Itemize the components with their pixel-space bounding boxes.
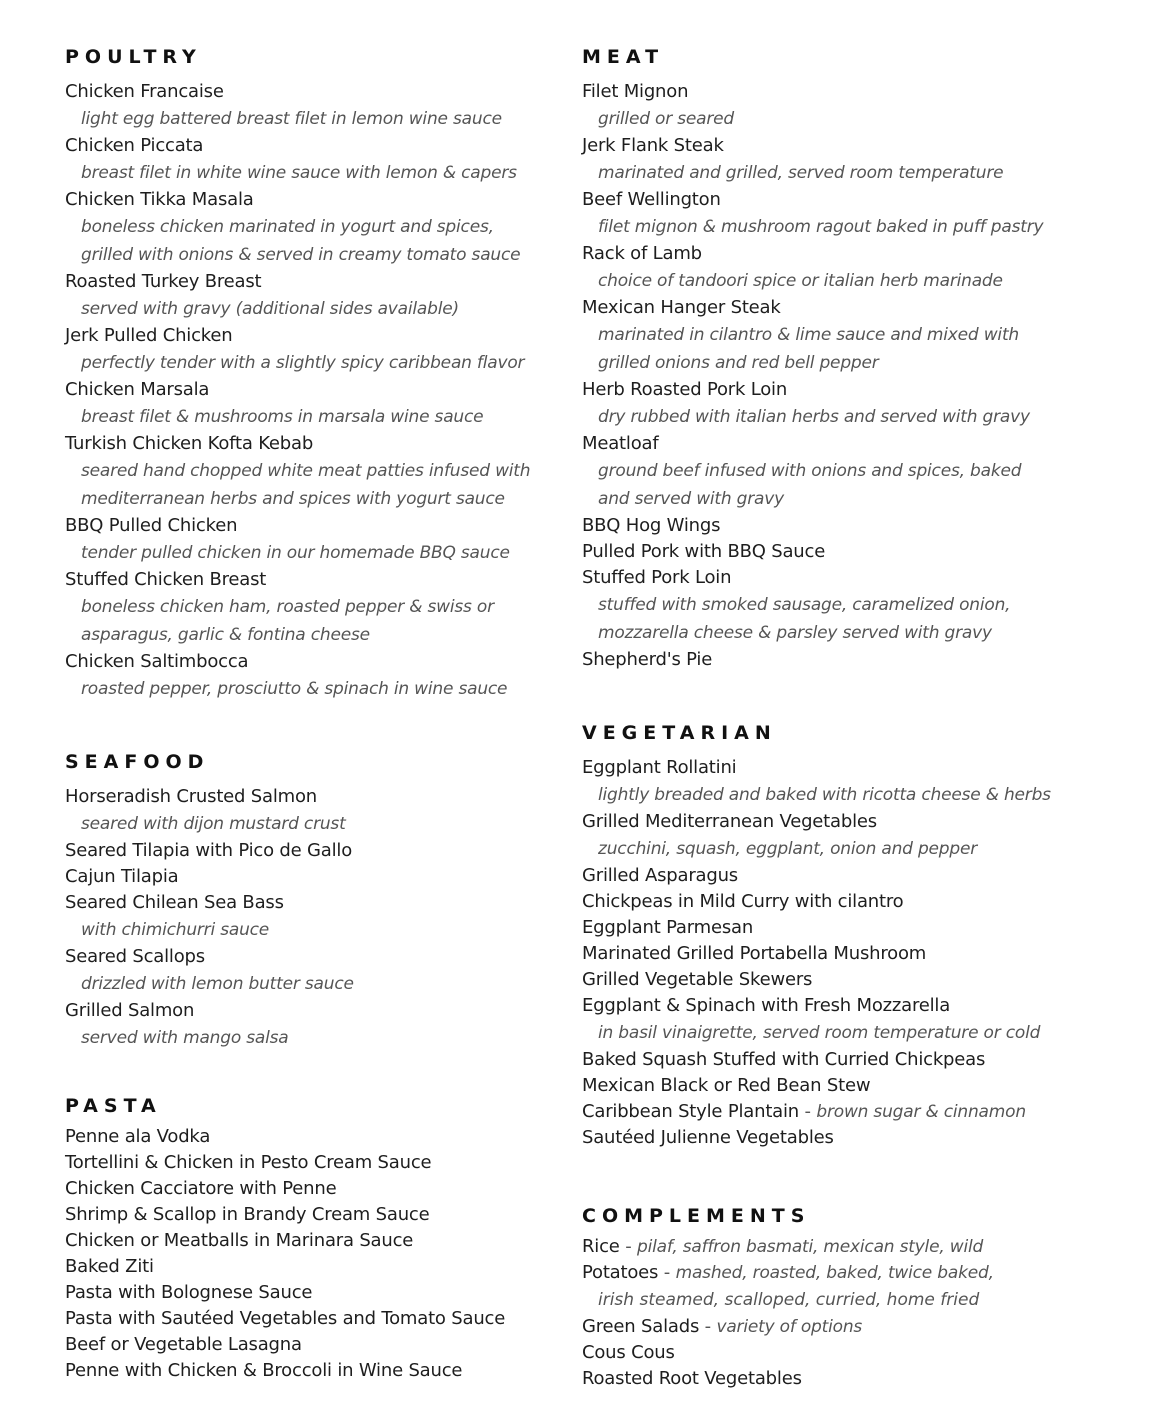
dish-description: breast filet & mushrooms in marsala wine sauce	[81, 407, 484, 427]
dish-description: lightly breaded and baked with ricotta cheese & herbs	[598, 785, 1051, 805]
dish-name: Grilled Salmon	[65, 1000, 195, 1021]
menu-item-name	[65, 1306, 555, 1332]
menu-item-name	[65, 1202, 555, 1228]
dish-name: Grilled Asparagus	[582, 865, 738, 886]
dish-description: roasted pepper, prosciutto & spinach in wine sauce	[81, 679, 508, 699]
dish-name: Stuffed Chicken Breast	[65, 569, 267, 590]
dish-name: Grilled Mediterranean Vegetables	[582, 811, 877, 832]
dish-name: BBQ Pulled Chicken	[65, 515, 238, 536]
menu-item-name	[582, 513, 1142, 539]
dish-description: grilled onions and red bell pepper	[598, 353, 879, 373]
dish-name: Seared Chilean Sea Bass	[65, 892, 284, 913]
dish-name: Shrimp & Scallop in Brandy Cream Sauce	[65, 1204, 430, 1225]
menu-item-name	[65, 269, 555, 295]
menu-item-name	[65, 1150, 555, 1176]
dish-name: Meatloaf	[582, 433, 659, 454]
menu-item-name	[65, 1124, 555, 1150]
menu-item-name	[65, 1254, 555, 1280]
dish-name: Sautéed Julienne Vegetables	[582, 1127, 834, 1148]
dish-name: Penne with Chicken & Broccoli in Wine Sauce	[65, 1360, 463, 1381]
menu-item-name	[582, 539, 1142, 565]
dish-name: Mexican Hanger Steak	[582, 297, 781, 318]
menu-item-name	[582, 941, 1142, 967]
dish-description: dry rubbed with italian herbs and served with gravy	[598, 407, 1030, 427]
complement-desc-continued: irish steamed, scalloped, curried, home fried	[598, 1290, 980, 1310]
dish-description: mediterranean herbs and spices with yogurt sauce	[81, 489, 505, 509]
dish-name: Marinated Grilled Portabella Mushroom	[582, 943, 927, 964]
dish-name: Jerk Flank Steak	[582, 135, 724, 156]
menu-item-name	[582, 1073, 1142, 1099]
dish-name: Stuffed Pork Loin	[582, 567, 732, 588]
dish-name: Chicken Tikka Masala	[65, 189, 254, 210]
dish-name: Baked Ziti	[65, 1256, 154, 1277]
dish-name: Turkish Chicken Kofta Kebab	[65, 433, 314, 454]
dish-name: Chickpeas in Mild Curry with cilantro	[582, 891, 904, 912]
menu-item-name	[65, 513, 555, 539]
dish-name: Shepherd's Pie	[582, 649, 713, 670]
menu-item-name	[582, 889, 1142, 915]
complement-salads: Green Salads - variety of options	[582, 1316, 863, 1337]
complement-desc: variety of options	[716, 1317, 863, 1337]
dish-description: marinated and grilled, served room temperature	[598, 163, 1004, 183]
menu-item-name	[65, 998, 555, 1024]
dish-description: breast filet in white wine sauce with lemon & capers	[81, 163, 517, 183]
vegetarian-section	[582, 721, 1142, 1151]
dish-name: Mexican Black or Red Bean Stew	[582, 1075, 871, 1096]
dish-name: Herb Roasted Pork Loin	[582, 379, 788, 400]
menu-item-name	[582, 755, 1142, 781]
dish-description: light egg battered breast filet in lemon wine sauce	[81, 109, 502, 129]
dish-name: BBQ Hog Wings	[582, 515, 721, 536]
dish-name: Chicken Cacciatore with Penne	[65, 1178, 337, 1199]
dish-description: seared with dijon mustard crust	[81, 814, 346, 834]
dish-description: asparagus, garlic & fontina cheese	[81, 625, 370, 645]
dish-name: Horseradish Crusted Salmon	[65, 786, 318, 807]
menu-item-name	[65, 431, 555, 457]
dish-name: Eggplant & Spinach with Fresh Mozzarella	[582, 995, 951, 1016]
section-heading: COMPLEMENTS	[582, 1205, 811, 1227]
menu-item-name	[65, 838, 555, 864]
menu-item-name	[65, 567, 555, 593]
dish-name: Chicken Saltimbocca	[65, 651, 249, 672]
dish-description: boneless chicken marinated in yogurt and spices,	[81, 217, 494, 237]
dish-name: Seared Scallops	[65, 946, 205, 967]
menu-item-name	[65, 784, 555, 810]
seafood-list	[65, 784, 555, 1052]
complements-section	[582, 1204, 1142, 1392]
dish-name: Baked Squash Stuffed with Curried Chickpeas	[582, 1049, 986, 1070]
dish-name: Seared Tilapia with Pico de Gallo	[65, 840, 353, 861]
dish-name: Pulled Pork with BBQ Sauce	[582, 541, 826, 562]
menu-item-name	[65, 864, 555, 890]
dish-description: tender pulled chicken in our homemade BBQ sauce	[81, 543, 510, 563]
dish-description: grilled or seared	[598, 109, 734, 129]
dish-name: Beef Wellington	[582, 189, 721, 210]
dish-name: Chicken or Meatballs in Marinara Sauce	[65, 1230, 414, 1251]
section-heading: VEGETARIAN	[582, 722, 777, 744]
complement-name: Green Salads	[582, 1316, 700, 1337]
dish-description: seared hand chopped white meat patties infused with	[81, 461, 531, 481]
dish-name: Pasta with Bolognese Sauce	[65, 1282, 313, 1303]
menu-item-name: Caribbean Style Plantain - brown sugar & cinnamon	[582, 1101, 1026, 1122]
menu-item-name	[582, 809, 1142, 835]
dish-description: filet mignon & mushroom ragout baked in puff pastry	[598, 217, 1044, 237]
dish-description: choice of tandoori spice or italian herb marinade	[598, 271, 1003, 291]
dish-description: marinated in cilantro & lime sauce and mixed with	[598, 325, 1019, 345]
menu-item-name	[65, 1228, 555, 1254]
section-heading: MEAT	[582, 46, 665, 68]
menu-item-name	[65, 377, 555, 403]
dish-name: Caribbean Style Plantain	[582, 1101, 800, 1122]
menu-item-name	[582, 79, 1142, 105]
menu-item-name	[582, 187, 1142, 213]
dish-name: Rack of Lamb	[582, 243, 702, 264]
pasta-section	[65, 1094, 555, 1384]
poultry-section	[65, 45, 555, 703]
poultry-list	[65, 79, 555, 703]
complement-desc: pilaf, saffron basmati, mexican style, wild	[637, 1237, 984, 1257]
vegetarian-list	[582, 755, 1142, 1151]
dish-name: Jerk Pulled Chicken	[65, 325, 233, 346]
dish-name: Eggplant Rollatini	[582, 757, 737, 778]
meat-section	[582, 45, 1142, 673]
dish-description: zucchini, squash, eggplant, onion and pepper	[598, 839, 978, 859]
dish-name: Roasted Turkey Breast	[65, 271, 262, 292]
menu-item-name	[582, 377, 1142, 403]
dish-description: drizzled with lemon butter sauce	[81, 974, 354, 994]
dish-description: with chimichurri sauce	[81, 920, 270, 940]
menu-item-name	[65, 187, 555, 213]
menu-item-name	[582, 647, 1142, 673]
dish-description: boneless chicken ham, roasted pepper & swiss or	[81, 597, 494, 617]
menu-item-name	[65, 323, 555, 349]
dish-name: Grilled Vegetable Skewers	[582, 969, 813, 990]
dish-name: Chicken Marsala	[65, 379, 210, 400]
section-heading: POULTRY	[65, 46, 202, 68]
menu-item-name	[65, 1358, 555, 1384]
menu-item-name	[65, 1280, 555, 1306]
dish-name: Chicken Francaise	[65, 81, 224, 102]
dish-description: served with gravy (additional sides available)	[81, 299, 459, 319]
section-heading: PASTA	[65, 1095, 162, 1117]
menu-item-name	[65, 1332, 555, 1358]
complement-name: Rice	[582, 1236, 620, 1257]
menu-item-name	[582, 863, 1142, 889]
menu-item-name	[582, 1047, 1142, 1073]
dish-description: stuffed with smoked sausage, caramelized onion,	[598, 595, 1011, 615]
dish-name: Penne ala Vodka	[65, 1126, 211, 1147]
menu-item-name	[582, 295, 1142, 321]
menu-item-name	[582, 967, 1142, 993]
menu-item-name	[582, 915, 1142, 941]
menu-item-name	[582, 1125, 1142, 1151]
complement-rice: Rice - pilaf, saffron basmati, mexican style, wild	[582, 1236, 984, 1257]
menu-item-name	[65, 79, 555, 105]
dish-name: Filet Mignon	[582, 81, 689, 102]
menu-item-name	[65, 133, 555, 159]
dish-description: perfectly tender with a slightly spicy caribbean flavor	[81, 353, 525, 373]
dish-description: and served with gravy	[598, 489, 784, 509]
dish-description: mozzarella cheese & parsley served with gravy	[598, 623, 992, 643]
menu-item-name	[65, 944, 555, 970]
complement-name: Potatoes	[582, 1262, 659, 1283]
dish-name: Beef or Vegetable Lasagna	[65, 1334, 302, 1355]
dish-name: Eggplant Parmesan	[582, 917, 754, 938]
dish-description: ground beef infused with onions and spices, baked	[598, 461, 1022, 481]
pasta-list	[65, 1124, 555, 1384]
dish-name: Tortellini & Chicken in Pesto Cream Sauce	[65, 1152, 432, 1173]
menu-item-name	[582, 993, 1142, 1019]
menu-item-name	[582, 565, 1142, 591]
dish-description: in basil vinaigrette, served room temperature or cold	[598, 1023, 1041, 1043]
menu-item-name	[582, 431, 1142, 457]
menu-item-name	[582, 241, 1142, 267]
dish-name: Chicken Piccata	[65, 135, 204, 156]
complement-roots: Roasted Root Vegetables	[582, 1368, 802, 1389]
dish-description: served with mango salsa	[81, 1028, 289, 1048]
menu-item-name	[65, 890, 555, 916]
dish-name: Cajun Tilapia	[65, 866, 179, 887]
complement-desc: mashed, roasted, baked, twice baked,	[675, 1263, 994, 1283]
seafood-section	[65, 750, 555, 1052]
dish-name: Pasta with Sautéed Vegetables and Tomato Sauce	[65, 1308, 506, 1329]
section-heading: SEAFOOD	[65, 751, 210, 773]
meat-list	[582, 79, 1142, 673]
menu-item-name	[65, 1176, 555, 1202]
dish-inline-description: brown sugar & cinnamon	[816, 1102, 1026, 1122]
menu-item-name	[582, 133, 1142, 159]
complement-potatoes: Potatoes - mashed, roasted, baked, twice baked,	[582, 1262, 994, 1283]
dish-description: grilled with onions & served in creamy tomato sauce	[81, 245, 521, 265]
menu-item-name	[65, 649, 555, 675]
complement-couscous: Cous Cous	[582, 1342, 675, 1363]
